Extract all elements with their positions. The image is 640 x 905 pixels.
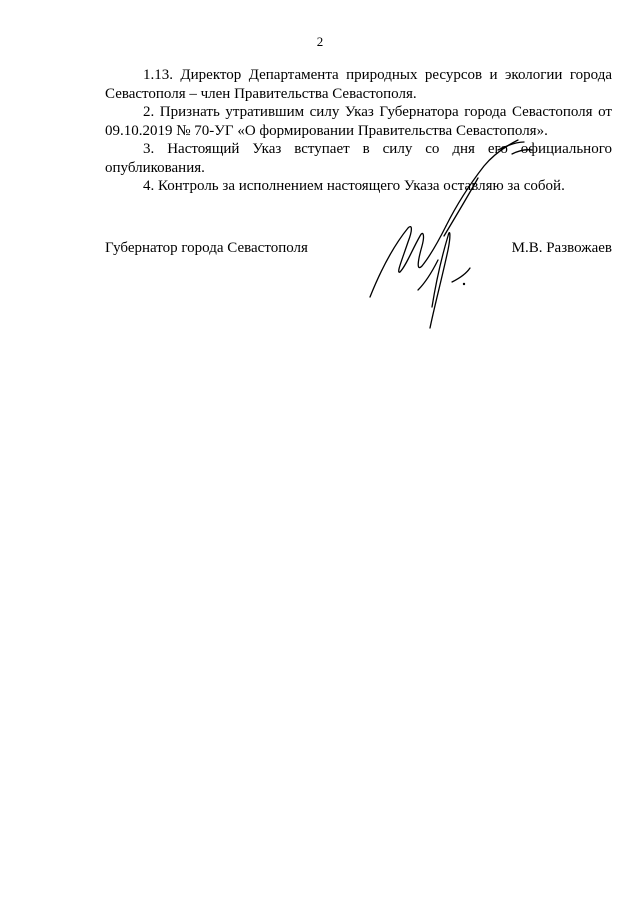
paragraph-1-13: 1.13. Директор Департамента природных ресурсов и экологии города Севастополя – член Правительства Севастополя. — [105, 67, 612, 102]
signatory-position: Губернатор города Севастополя — [105, 240, 308, 256]
paragraph-2: 2. Признать утратившим силу Указ Губернатора города Севастополя от 09.10.2019 № 70-УГ «О формировании Правительства Севастополя». — [105, 104, 612, 139]
paragraph-3: 3. Настоящий Указ вступает в силу со дня его официального опубликования. — [105, 141, 612, 176]
signatory-name: М.В. Развожаев — [511, 240, 612, 256]
paragraph-4: 4. Контроль за исполнением настоящего Указа оставляю за собой. — [143, 178, 565, 194]
handwritten-signature — [360, 132, 540, 342]
page-number: 2 — [316, 34, 324, 49]
